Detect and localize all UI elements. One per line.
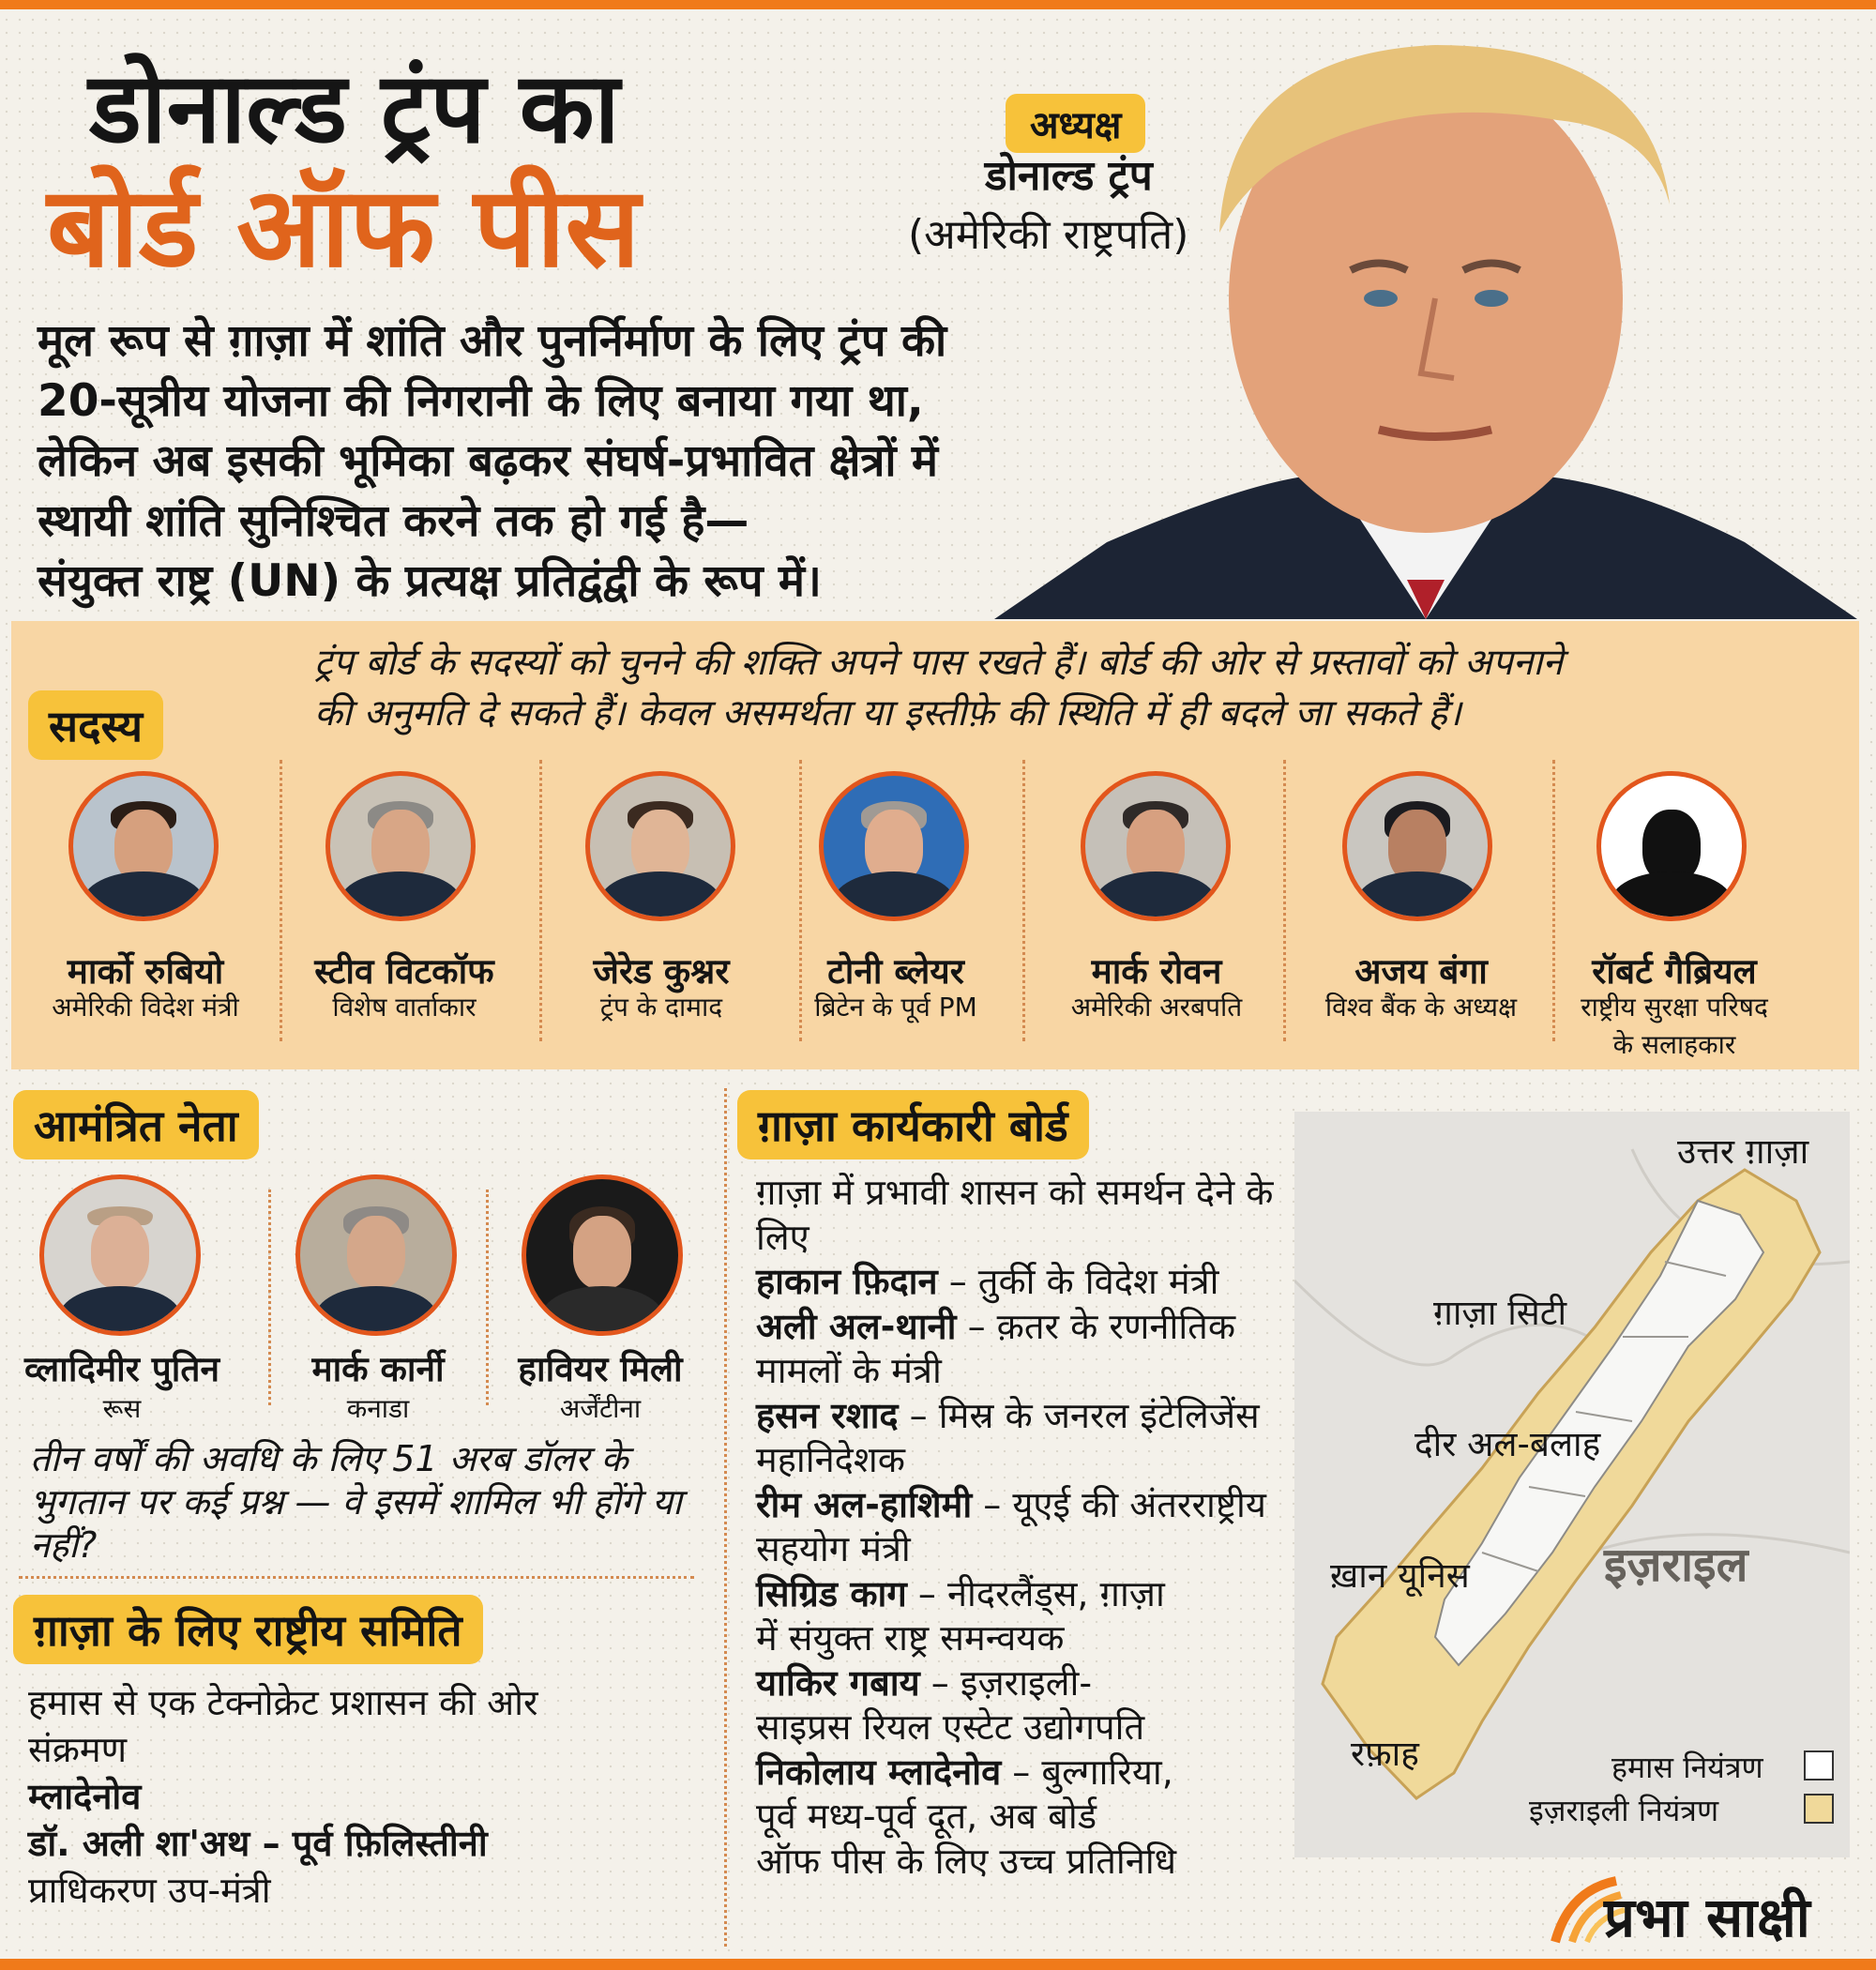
member-avatar-banga — [1342, 771, 1492, 921]
exec-board-tag: ग़ाज़ा कार्यकारी बोर्ड — [737, 1090, 1089, 1159]
member-name: जेरेड कुश्नर — [593, 951, 730, 992]
chairman-tag: अध्यक्ष — [1006, 94, 1145, 153]
member-role: ब्रिटेन के पूर्व PM — [814, 992, 977, 1023]
member-avatar-blair — [819, 771, 969, 921]
invited-country: रूस — [102, 1393, 142, 1424]
exec-member-name: अली अल-थानी — [756, 1305, 957, 1347]
legend-israeli-swatch — [1804, 1794, 1834, 1824]
members-note — [314, 638, 1853, 739]
title-line-1: डोनाल्ड ट्रंप का — [89, 51, 620, 165]
intro-line: 20-सूत्रीय योजना की निगरानी के लिए बनाया गया था, — [38, 375, 924, 427]
bottom-accent-bar — [0, 1959, 1876, 1970]
exec-entry-cont: मामलों के मंत्री — [756, 1350, 942, 1391]
exec-entry-cont: पूर्व मध्य-पूर्व दूत, अब बोर्ड — [756, 1796, 1097, 1837]
exec-member-desc: – इज़राइली- — [919, 1661, 1093, 1704]
committee-line: हमास से एक टेक्नोक्रेट प्रशासन की ओर — [28, 1682, 538, 1723]
exec-intro-line: लिए — [756, 1216, 809, 1258]
exec-member-name: निकोलाय म्लादेनोव — [756, 1750, 1002, 1793]
member-name: स्टीव विटकॉफ — [314, 951, 494, 992]
map-label-deir-al-balah: दीर अल-बलाह — [1415, 1424, 1601, 1464]
invited-leaders-tag: आमंत्रित नेता — [13, 1090, 259, 1159]
member-role: के सलाहकार — [1612, 1029, 1736, 1060]
committee-line: प्राधिकरण उप-मंत्री — [28, 1870, 271, 1911]
member-role: अमेरिकी अरबपति — [1070, 992, 1243, 1023]
member-role: विशेष वार्ताकार — [332, 992, 477, 1023]
exec-intro-line: ग़ाज़ा में प्रभावी शासन को समर्थन देने के — [756, 1172, 1274, 1213]
section-divider — [19, 1576, 694, 1579]
exec-member-desc: – तुर्की के विदेश मंत्री — [937, 1261, 1219, 1302]
invited-country: अर्जेंटीना — [559, 1393, 642, 1424]
map-label-gaza-city: ग़ाज़ा सिटी — [1433, 1293, 1567, 1333]
legend-hamas-swatch — [1804, 1750, 1834, 1781]
legend-israeli-label: इज़राइली नियंत्रण — [1529, 1793, 1719, 1828]
invited-name: हावियर मिली — [518, 1349, 683, 1389]
member-role: विश्व बैंक के अध्यक्ष — [1324, 992, 1518, 1023]
member-name: मार्क रोवन — [1091, 951, 1222, 992]
column-divider — [724, 1088, 727, 1947]
member-name: टोनी ब्लेयर — [827, 951, 964, 992]
exec-member-name: हाकान फ़िदान — [756, 1261, 938, 1302]
exec-entry-cont: साइप्रस रियल एस्टेट उद्योगपति — [756, 1706, 1145, 1748]
invited-name: मार्क कार्नी — [311, 1349, 445, 1389]
member-avatar-kushner — [585, 771, 735, 921]
map-label-north-gaza: उत्तर ग़ाज़ा — [1677, 1131, 1809, 1172]
exec-entry-cont: महानिदेशक — [756, 1439, 905, 1480]
invited-note: तीन वर्षों की अवधि के लिए 51 अरब डॉलर के भुगतान पर कई प्रश्न — वे इसमें शामिल भी होंगे या नहीं? — [30, 1438, 683, 1566]
invited-avatar-putin — [39, 1174, 201, 1336]
exec-entry-cont: ऑफ पीस के लिए उच्च प्रतिनिधि — [756, 1840, 1177, 1882]
member-name: रॉबर्ट गैब्रियल — [1592, 951, 1757, 992]
intro-line: मूल रूप से ग़ाज़ा में शांति और पुनर्निर्माण के लिए ट्रंप की — [38, 315, 947, 367]
committee-tag: ग़ाज़ा के लिए राष्ट्रीय समिति — [13, 1595, 483, 1664]
exec-member-name: सिग्रिड काग — [756, 1572, 907, 1614]
legend-hamas-label: हमास नियंत्रण — [1611, 1750, 1763, 1785]
member-name: अजय बंगा — [1354, 951, 1488, 992]
member-role: राष्ट्रीय सुरक्षा परिषद — [1581, 992, 1768, 1023]
exec-member-desc: – मिस्र के जनरल इंटेलिजेंस — [898, 1394, 1260, 1436]
exec-member-desc: – बुल्गारिया, — [1001, 1750, 1173, 1793]
committee-line: संक्रमण — [28, 1729, 128, 1770]
member-divider — [1022, 760, 1025, 1041]
members-note-line: ट्रंप बोर्ड के सदस्यों को चुनने की शक्ति अपने पास रखते हैं। बोर्ड की ओर से प्रस्तावों को अपनाने — [314, 642, 1564, 684]
intro-line: संयुक्त राष्ट्र (UN) के प्रत्यक्ष प्रतिद्वंद्वी के रूप में। — [38, 555, 822, 607]
top-accent-bar — [0, 0, 1876, 9]
map-label-khan-yunis: ख़ान यूनिस — [1330, 1555, 1470, 1596]
exec-entry-cont: सहयोग मंत्री — [756, 1528, 911, 1569]
member-name: मार्को रुबियो — [67, 951, 224, 992]
map-label-rafah: रफ़ाह — [1351, 1734, 1419, 1774]
member-avatar-rubio — [68, 771, 219, 921]
committee-text — [28, 1679, 722, 1914]
invited-country: कनाडा — [346, 1393, 410, 1424]
exec-member-desc: – यूएई की अंतरराष्ट्रीय — [972, 1483, 1266, 1525]
member-avatar-witkoff — [325, 771, 476, 921]
invited-avatar-milei — [522, 1174, 683, 1336]
logo-text: प्रभा साक्षी — [1604, 1886, 1810, 1949]
chairman-role: (अमेरिकी राष्ट्रपति) — [908, 211, 1189, 259]
committee-line: म्लादेनोव — [28, 1776, 142, 1817]
exec-entry-cont: में संयुक्त राष्ट्र समन्वयक — [756, 1617, 1065, 1659]
member-role: ट्रंप के दामाद — [599, 992, 723, 1023]
committee-line: डॉ. अली शा'अथ – पूर्व फ़िलिस्तीनी — [28, 1823, 488, 1864]
map-label-israel: इज़राइल — [1604, 1538, 1748, 1592]
member-divider — [1283, 760, 1286, 1041]
exec-member-desc: – क़तर के रणनीतिक — [956, 1305, 1236, 1347]
members-tag: सदस्य — [28, 690, 163, 760]
invited-name: व्लादिमीर पुतिन — [23, 1349, 220, 1389]
members-note-line: की अनुमति दे सकते हैं। केवल असमर्थता या इस्तीफ़े की स्थिति में ही बदले जा सकते हैं। — [314, 692, 1461, 735]
member-avatar-rowan — [1081, 771, 1231, 921]
exec-member-name: याकिर गबाय — [756, 1661, 920, 1704]
exec-member-name: रीम अल-हाशिमी — [756, 1483, 973, 1525]
chairman-name: डोनाल्ड ट्रंप — [985, 152, 1153, 200]
intro-paragraph — [38, 311, 1238, 612]
intro-line: लेकिन अब इसकी भूमिका बढ़कर संघर्ष-प्रभावित क्षेत्रों में — [38, 435, 939, 487]
exec-member-desc: – नीदरलैंड्स, ग़ाज़ा — [906, 1572, 1165, 1614]
invited-avatar-carney — [295, 1174, 457, 1336]
member-avatar-gabriel-silhouette — [1596, 771, 1747, 921]
intro-line: स्थायी शांति सुनिश्चित करने तक हो गई है— — [38, 495, 749, 547]
member-role: अमेरिकी विदेश मंत्री — [52, 992, 239, 1023]
exec-member-name: हसन रशाद — [756, 1394, 899, 1436]
title-line-2: बोर्ड ऑफ पीस — [47, 162, 641, 292]
